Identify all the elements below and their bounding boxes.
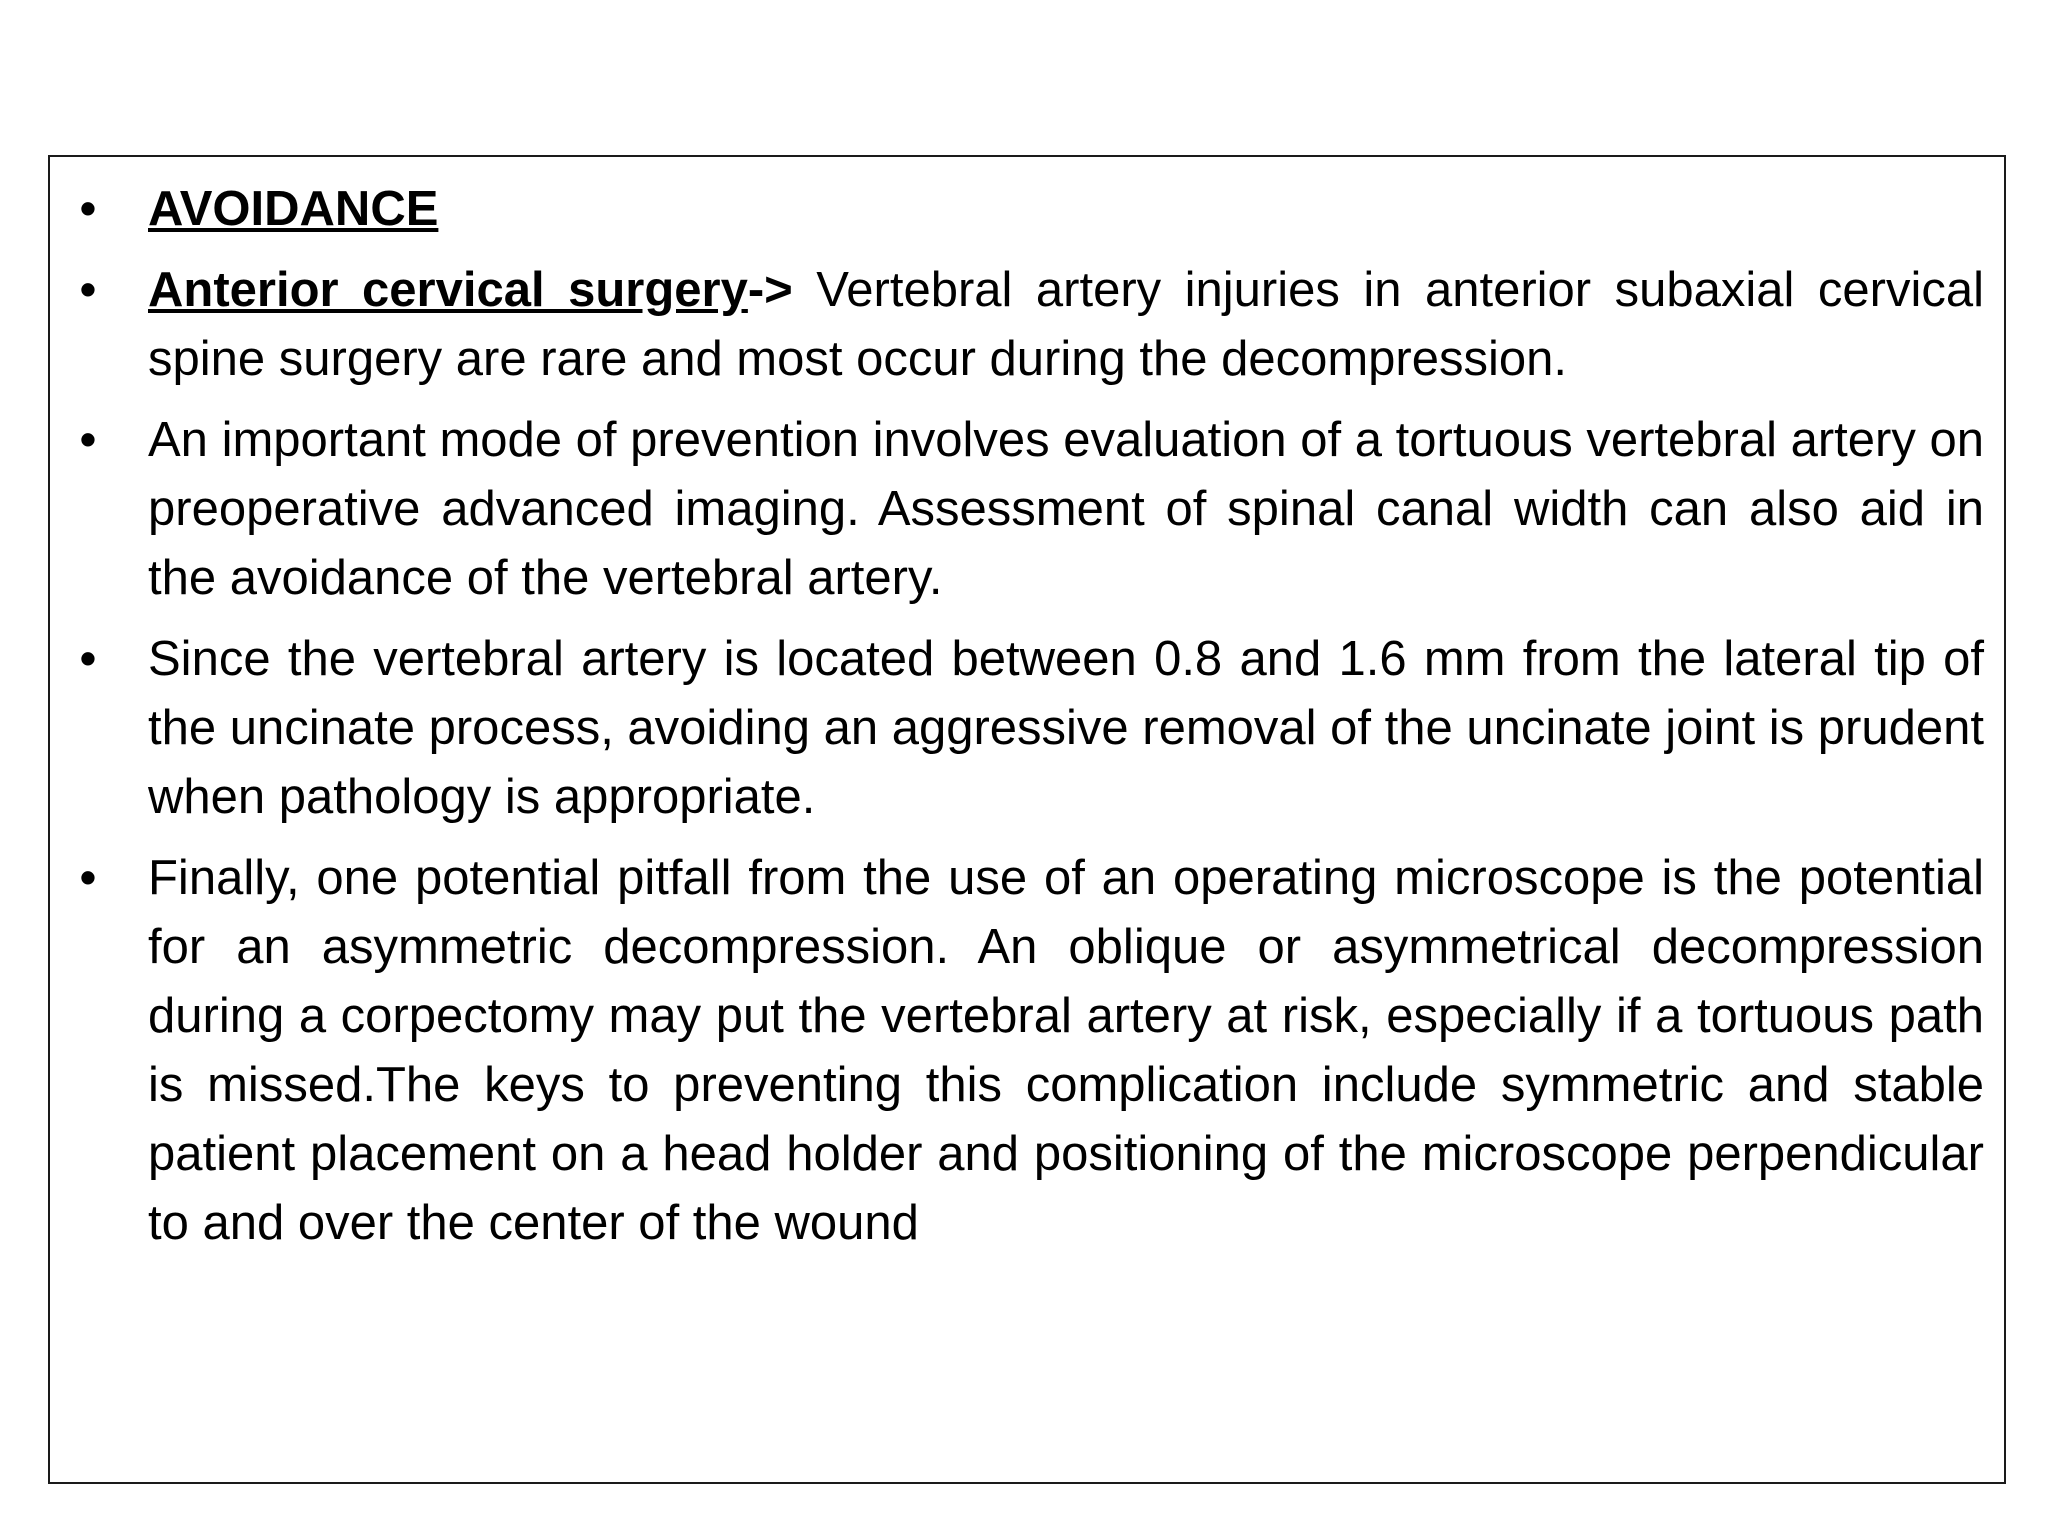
arrow-marker: -> xyxy=(747,263,793,317)
list-item xyxy=(50,844,2004,1258)
bullet-list xyxy=(50,175,2004,1270)
list-item xyxy=(50,406,2004,613)
section-heading: AVOIDANCE xyxy=(148,182,439,236)
bullet-icon: • xyxy=(79,263,97,317)
list-item xyxy=(50,625,2004,832)
item-text: Finally, one potential pitfall from the use of an operating microscope is the potential for an asymmetric decompression. An oblique or asymmetrical decompression during a corpectomy may put the vertebral artery at risk, especially if a tortuous path is missed.The keys to preventing this complication include symmetric and stable patient placement on a head holder and positioning of the microscope perpendicular to and over the center of the wound xyxy=(148,851,1984,1250)
bullet-icon: • xyxy=(79,182,97,236)
bullet-icon: • xyxy=(79,632,97,686)
list-item-heading xyxy=(50,175,2004,244)
lead-term: Anterior cervical surgery xyxy=(148,263,748,317)
item-text: An important mode of prevention involves evaluation of a tortuous vertebral artery on preoperative advanced imaging. Assessment of spinal canal width can also aid in the avoidance of the vertebral artery. xyxy=(148,413,1984,605)
content-box xyxy=(48,155,2006,1484)
list-item xyxy=(50,256,2004,394)
item-text: Vertebral artery injuries in anterior subaxial cervical spine surgery are rare and most occur during the decompression. xyxy=(148,263,1984,386)
bullet-icon: • xyxy=(79,413,97,467)
item-text: Since the vertebral artery is located between 0.8 and 1.6 mm from the lateral tip of the uncinate process, avoiding an aggressive removal of the uncinate joint is prudent when pathology is appropriate. xyxy=(148,632,1984,824)
bullet-icon: • xyxy=(79,851,97,905)
